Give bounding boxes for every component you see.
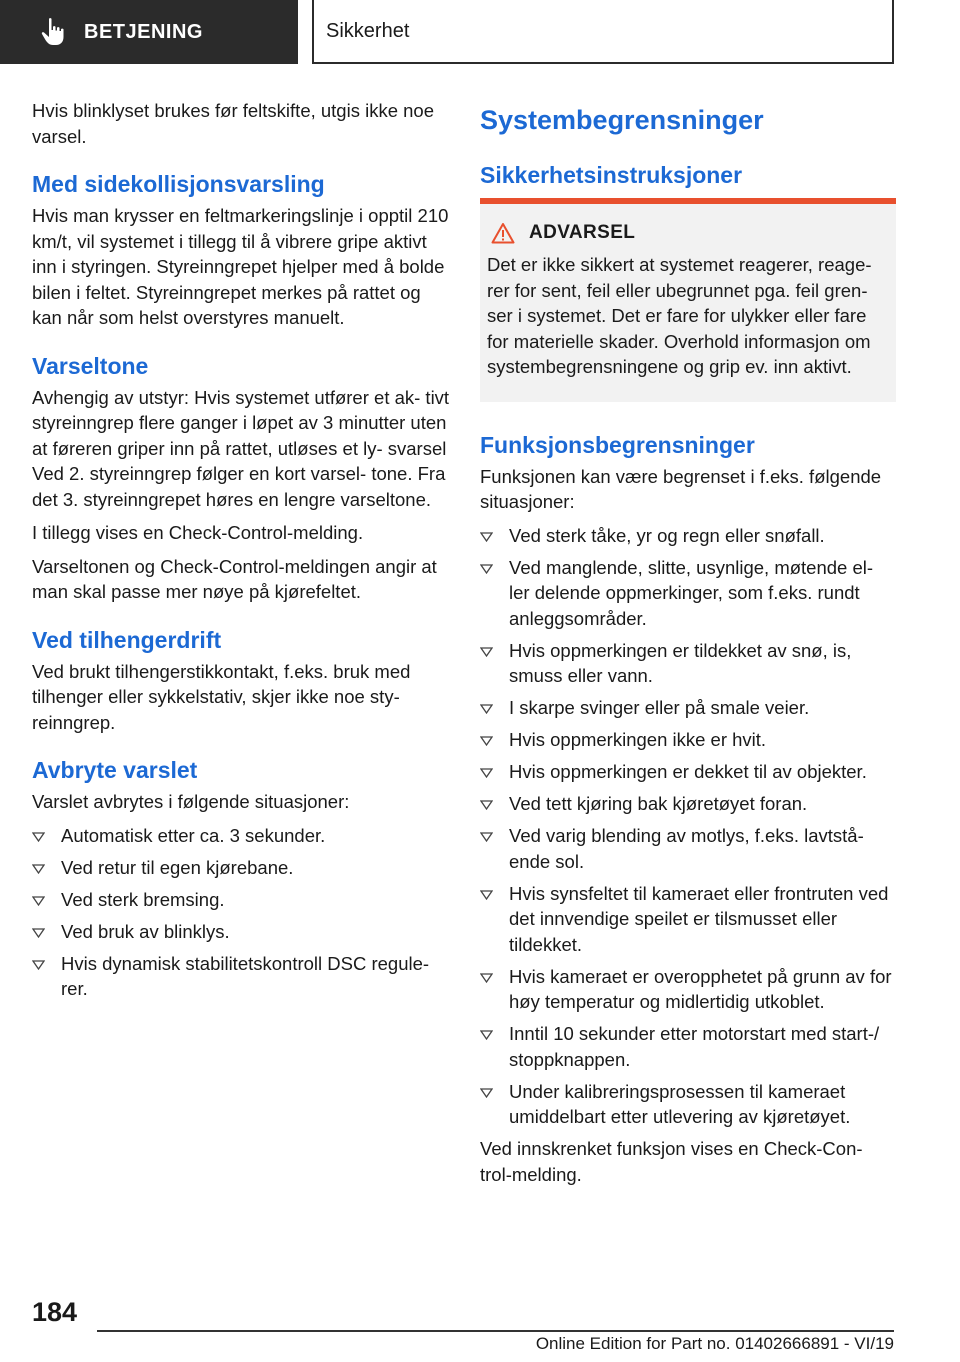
warning-label: ADVARSEL [529,222,636,243]
list-item: Ved retur til egen kjørebane. [32,855,450,881]
section-label: BETJENING [84,20,203,43]
cancel-heading: Avbryte varslet [32,757,198,783]
side-collision-heading: Med sidekollisjonsvarsling [32,171,325,197]
list-item: Automatisk etter ca. 3 sekunder. [32,823,450,849]
bullet-triangle-icon [32,960,45,970]
bullet-triangle-icon [480,1030,493,1040]
closing-paragraph: Ved innskrenket funksjon vises en Check-Con- trol-melding. [480,1138,863,1185]
side-collision-paragraph: Hvis man krysser en feltmarkeringslinje i opptil 210 km/t, vil systemet i tillegg til å vibrere gripe aktivt inn i styringen. Styreinngrepet hjelper med å bolde bilen i feltet. Styreinngrepet merkes på rattet og kan når som helst overstyres manuelt. [32,205,449,328]
list-item: Ved varig blending av motlys, f.eks. lavtstå- ende sol. [480,823,896,874]
bullet-triangle-icon [32,864,45,874]
bullet-triangle-icon [480,704,493,714]
safety-instructions-heading: Sikkerhetsinstruksjoner [480,162,743,188]
list-item: Hvis synsfeltet til kameraet eller frontruten ved det innvendige speilet er tilsmusset eller tildekket. [480,881,896,958]
trailer-heading: Ved tilhengerdrift [32,626,222,653]
chapter-label: Sikkerhet [326,19,410,42]
function-limits-paragraph: Funksjonen kan være begrenset i f.eks. følgende situasjoner: [480,465,882,512]
function-limits-heading: Funksjonsbegrensninger [480,431,755,458]
bullet-triangle-icon [480,768,493,778]
edition-text: Online Edition for Part no. 01402666891 - VI/19 [535,1334,894,1353]
section-tab [0,0,298,64]
bullet-triangle-icon [480,532,493,542]
bullet-triangle-icon [480,890,493,900]
system-limits-heading: Systembegrensninger [480,105,764,135]
warning-box [480,198,896,402]
footer-divider [97,1330,894,1332]
list-item: Hvis oppmerkingen ikke er hvit. [480,727,896,753]
warning-tone-paragraph-1: Avhengig av utstyr: Hvis systemet utfører et ak- tivt styreinngrep flere ganger i løpet av 3 minutter uten at føreren griper inn på rattet, utløses et ly- svarsel Ved 2. styreinngrep følger en kort varsel- tone. Fra det 3. styreinngrepet høres en lengre varseltone. [32,386,450,510]
list-item: Inntil 10 sekunder etter motorstart med start-/ stoppknappen. [480,1021,896,1072]
list-item: Hvis dynamisk stabilitetskontroll DSC regule- rer. [32,951,450,1002]
list-item: I skarpe svinger eller på smale veier. [480,695,896,721]
bullet-triangle-icon [480,1088,493,1098]
intro-paragraph: Hvis blinklyset brukes før feltskifte, utgis ikke noe varsel. [32,100,435,147]
list-item: Hvis oppmerkingen er dekket til av objekter. [480,759,896,785]
cancel-list [32,823,450,1002]
limits-list [480,523,896,1130]
right-column [480,98,896,1195]
bullet-triangle-icon [32,928,45,938]
list-item: Ved tett kjøring bak kjøretøyet foran. [480,791,896,817]
list-item: Hvis kameraet er overopphetet på grunn av for høy temperatur og midlertidig utkoblet. [480,964,896,1015]
bullet-triangle-icon [480,800,493,810]
chapter-tab [312,0,894,64]
hand-pointer-icon [40,17,66,47]
list-item: Ved sterk bremsing. [32,887,450,913]
list-item: Ved sterk tåke, yr og regn eller snøfall. [480,523,896,549]
bullet-triangle-icon [32,832,45,842]
warning-text: Det er ikke sikkert at systemet reagerer, reage- rer for sent, feil eller ubegrunnet pga. feil gren- ser i systemet. Det er fare for ulykker eller fare for materielle skader. Overhold informasjon om systembegrensningene og grip ev. inn aktivt. [487,254,872,377]
warning-tone-heading: Varseltone [32,352,149,379]
warning-tone-paragraph-2: I tillegg vises en Check-Control-melding. [32,522,364,543]
warning-triangle-icon [491,222,515,244]
bullet-triangle-icon [480,647,493,657]
warning-header [487,222,890,244]
warning-tone-paragraph-3: Varseltonen og Check-Control-meldingen angir at man skal passe mer nøye på kjørefeltet. [32,555,437,602]
page-number: 184 [32,1297,78,1327]
bullet-triangle-icon [480,832,493,842]
cancel-paragraph: Varslet avbrytes i følgende situasjoner: [32,791,350,812]
list-item: Ved bruk av blinklys. [32,919,450,945]
bullet-triangle-icon [480,973,493,983]
left-column [32,98,450,1008]
trailer-paragraph: Ved brukt tilhengerstikkontakt, f.eks. bruk med tilhenger eller sykkelstativ, skjer ikke noe sty- reinngrep. [32,660,411,733]
bullet-triangle-icon [480,736,493,746]
list-item: Under kalibreringsprosessen til kameraet umiddelbart etter utlevering av kjøretøyet. [480,1079,896,1130]
list-item: Hvis oppmerkingen er tildekket av snø, is, smuss eller vann. [480,638,896,689]
bullet-triangle-icon [480,564,493,574]
list-item: Ved manglende, slitte, usynlige, møtende el- ler delende oppmerkinger, som f.eks. rundt anleggsområder. [480,555,896,632]
bullet-triangle-icon [32,896,45,906]
